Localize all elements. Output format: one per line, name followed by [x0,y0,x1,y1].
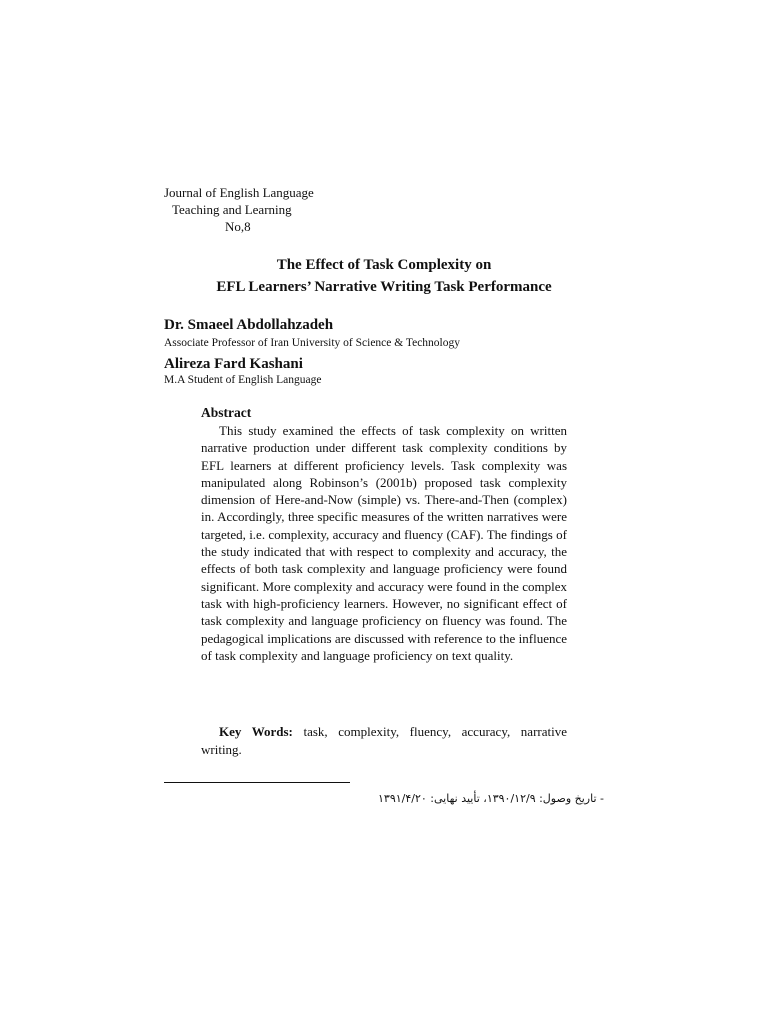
paper-title-line-2: EFL Learners’ Narrative Writing Task Performance [216,279,552,295]
footnote-divider [164,782,350,783]
abstract-heading: Abstract [201,405,252,420]
keywords-text: task, complexity, fluency, accuracy, narrative writing. [201,724,567,757]
keywords-paragraph [201,723,567,759]
journal-header [164,184,314,235]
journal-name-line-1: Journal of English Language [164,185,314,200]
keywords-label: Key Words: [219,724,293,739]
author-affiliation-2: M.A Student of English Language [164,374,322,386]
author-name-2: Alireza Fard Kashani [164,356,303,372]
journal-issue-number: No,8 [225,219,251,234]
paper-title-line-1: The Effect of Task Complexity on [276,257,492,273]
abstract-body: This study examined the effects of task complexity on written narrative production under different task complexity conditions by EFL learners at different proficiency levels. Task complexity was manipulated along Robinson’s (2001b) proposed task complexity dimension of Here-and-Now (simple) vs. There-and-Then (complex) in. Accordingly, three specific measures of the written narratives were targeted, i.e. complexity, accuracy and fluency (CAF). The findings of the study indicated that with respect to complexity and accuracy, the effects of both task complexity and language proficiency were found significant. More complexity and accuracy were found in the complex task with high-proficiency learners. However, no significant effect of task complexity and language proficiency on fluency was found. The pedagogical implications are discussed with reference to the influence of task complexity and language proficiency on text quality. [201,423,567,663]
author-name-1: Dr. Smaeel Abdollahzadeh [164,317,334,333]
author-affiliation-1: Associate Professor of Iran University of Science & Technology [164,337,460,349]
footnote-dates: - تاریخ وصول: ۱۳۹۰/۱۲/۹، تأیید نهایی: ۱۳۹۱/۴/۲۰ [378,792,604,805]
paper-title [150,254,618,298]
journal-name-line-2: Teaching and Learning [172,202,292,217]
